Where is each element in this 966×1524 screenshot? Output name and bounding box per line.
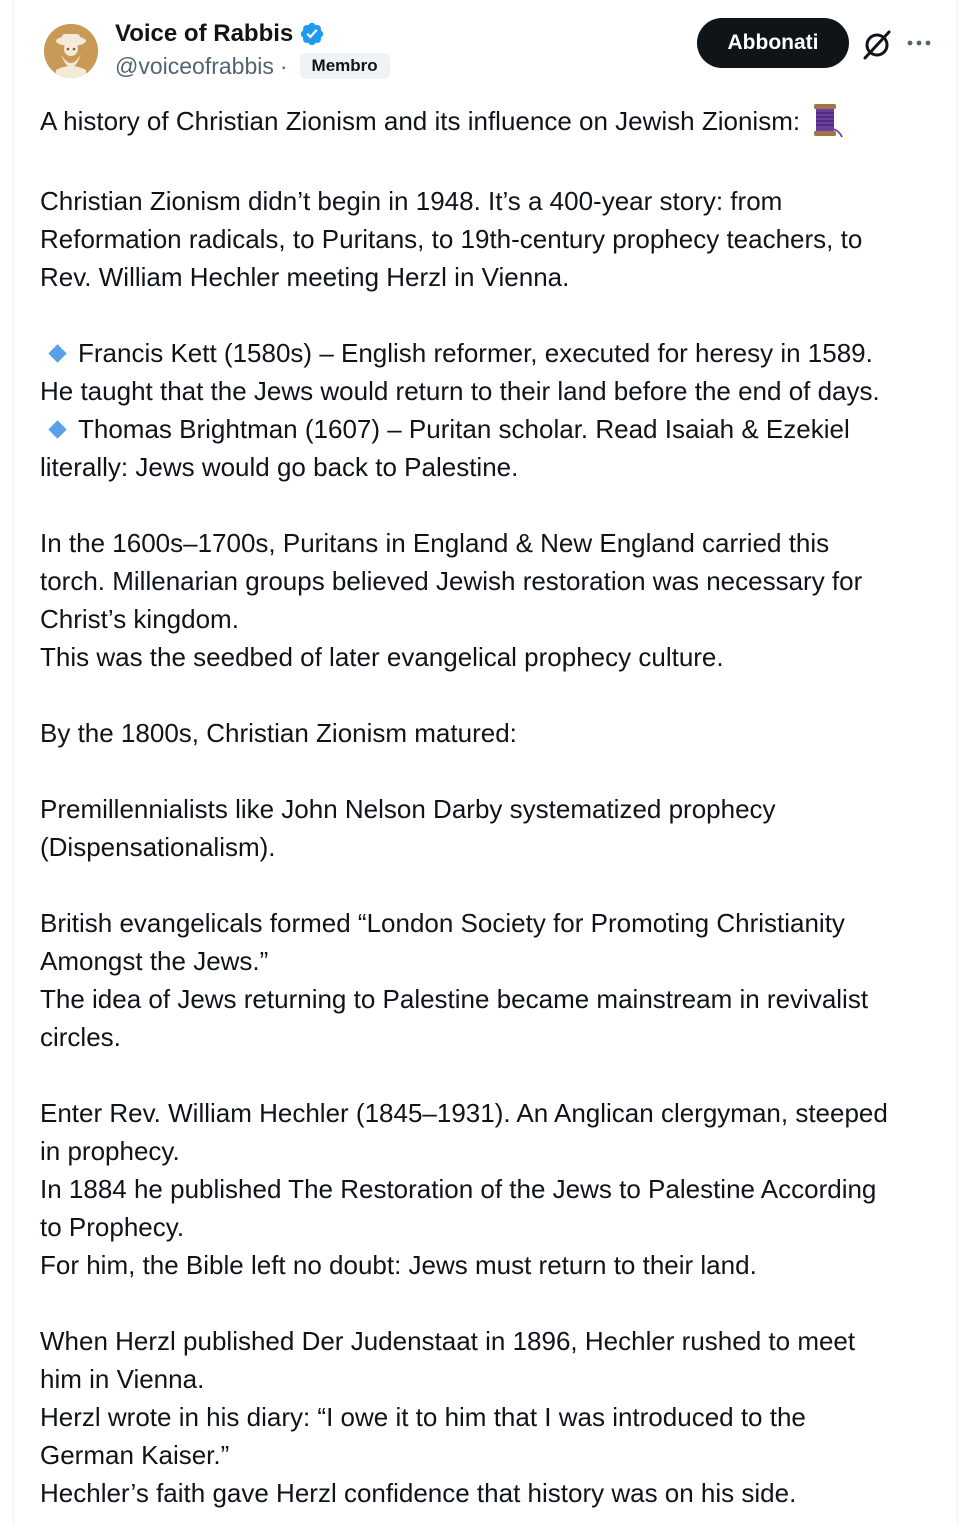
handle-row [115, 50, 390, 82]
tweet-text [40, 102, 948, 1512]
more-dots-icon[interactable] [904, 28, 934, 58]
rabbi-avatar-icon[interactable] [44, 24, 98, 78]
text-line: When Herzl published Der Judenstaat in 1896, Hechler rushed to meet [40, 1326, 856, 1357]
user-handle[interactable]: @voiceofrabbis [115, 52, 274, 79]
text-line: The idea of Jews returning to Palestine became mainstream in revivalist [40, 984, 869, 1015]
text-line: circles. [40, 1022, 121, 1053]
text-line: Reformation radicals, to Puritans, to 19th-century prophecy teachers, to [40, 224, 863, 255]
text-line: Francis Kett (1580s) – English reformer, executed for heresy in 1589. [40, 334, 948, 372]
tweet-card [13, 0, 958, 1524]
text-line: Premillennialists like John Nelson Darby systematized prophecy [40, 794, 776, 825]
display-name[interactable]: Voice of Rabbis [115, 20, 294, 47]
text-line: Herzl wrote in his diary: “I owe it to him that I was introduced to the [40, 1402, 806, 1433]
text-line: For him, the Bible left no doubt: Jews must return to their land. [40, 1250, 757, 1281]
subscribe-button[interactable]: Abbonati [697, 18, 849, 68]
text-line: This was the seedbed of later evangelical prophecy culture. [40, 642, 724, 673]
text-line: A history of Christian Zionism and its influence on Jewish Zionism: [40, 102, 948, 144]
text-line: Christian Zionism didn’t begin in 1948. It’s a 400-year story: from [40, 186, 783, 217]
text-line: torch. Millenarian groups believed Jewish restoration was necessary for [40, 566, 863, 597]
text-line: Hechler’s faith gave Herzl confidence that history was on his side. [40, 1478, 797, 1509]
text-line: literally: Jews would go back to Palestine. [40, 452, 519, 483]
text-line: By the 1800s, Christian Zionism matured: [40, 718, 517, 749]
member-badge[interactable]: Membro [300, 53, 390, 79]
blue-diamond-icon [48, 345, 66, 363]
text-line: Thomas Brightman (1607) – Puritan scholar. Read Isaiah & Ezekiel [40, 410, 948, 448]
verified-badge-icon [299, 21, 325, 47]
text-line: in prophecy. [40, 1136, 180, 1167]
grok-icon[interactable] [860, 28, 894, 62]
tweet-header [14, 0, 957, 100]
name-row [115, 18, 325, 50]
blue-diamond-icon [48, 421, 66, 439]
text-line: to Prophecy. [40, 1212, 185, 1243]
text-line: Enter Rev. William Hechler (1845–1931). An Anglican clergyman, steeped [40, 1098, 888, 1129]
text-line: Christ’s kingdom. [40, 604, 239, 635]
text-line: British evangelicals formed “London Society for Promoting Christianity [40, 908, 845, 939]
text-line: Rev. William Hechler meeting Herzl in Vienna. [40, 262, 570, 293]
text-line: German Kaiser.” [40, 1440, 230, 1471]
text-line: Amongst the Jews.” [40, 946, 269, 977]
text-line: He taught that the Jews would return to their land before the end of days. [40, 376, 880, 407]
text-line: In the 1600s–1700s, Puritans in England & New England carried this [40, 528, 830, 559]
text-line: him in Vienna. [40, 1364, 205, 1395]
text-line: (Dispensationalism). [40, 832, 276, 863]
thread-spool-icon [810, 102, 844, 138]
text-line: In 1884 he published The Restoration of the Jews to Palestine According [40, 1174, 877, 1205]
handle-separator: · [279, 52, 288, 79]
